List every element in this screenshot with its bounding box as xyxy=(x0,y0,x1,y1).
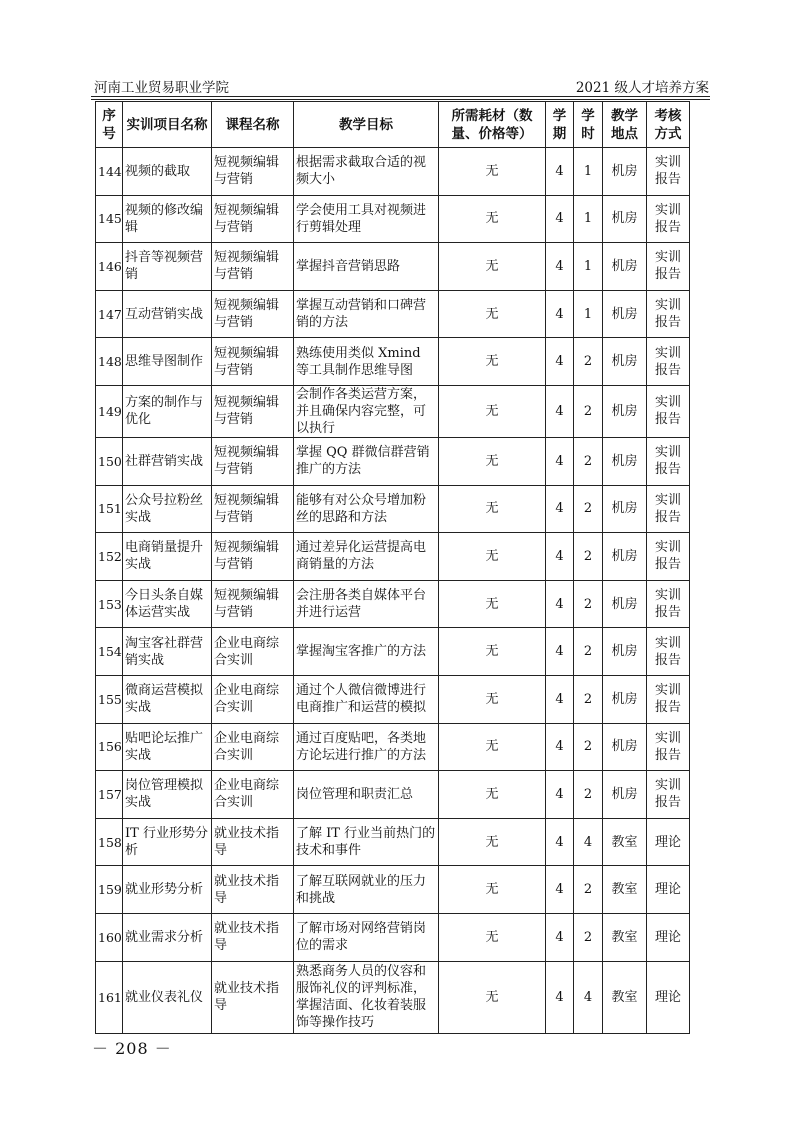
col-header-goal: 教学目标 xyxy=(294,102,439,148)
cell-place: 机房 xyxy=(603,533,647,581)
cell-place: 机房 xyxy=(603,675,647,723)
cell-assess: 实训报告 xyxy=(647,385,690,437)
cell-project: 互动营销实战 xyxy=(123,290,212,338)
cell-term: 4 xyxy=(546,437,574,485)
table-row xyxy=(96,437,690,485)
cell-goal: 了解市场对网络营销岗位的需求 xyxy=(294,913,439,961)
cell-hours: 1 xyxy=(574,148,603,196)
cell-course: 就业技术指导 xyxy=(212,818,294,866)
cell-assess: 实训报告 xyxy=(647,148,690,196)
cell-hours: 4 xyxy=(574,818,603,866)
cell-assess: 实训报告 xyxy=(647,485,690,533)
table-row xyxy=(96,961,690,1033)
cell-assess: 实训报告 xyxy=(647,290,690,338)
table-row xyxy=(96,866,690,914)
cell-goal: 掌握互动营销和口碑营销的方法 xyxy=(294,290,439,338)
cell-goal: 掌握 QQ 群微信群营销推广的方法 xyxy=(294,437,439,485)
table-row xyxy=(96,675,690,723)
cell-goal: 熟练使用类似 Xmind 等工具制作思维导图 xyxy=(294,338,439,386)
cell-term: 4 xyxy=(546,628,574,676)
cell-place: 机房 xyxy=(603,485,647,533)
cell-project: 岗位管理模拟实战 xyxy=(123,771,212,819)
col-header-assess: 考核方式 xyxy=(647,102,690,148)
cell-place: 教室 xyxy=(603,866,647,914)
header-rule-thick xyxy=(91,96,710,97)
cell-hours: 2 xyxy=(574,437,603,485)
cell-materials: 无 xyxy=(439,961,546,1033)
table-row xyxy=(96,913,690,961)
cell-course: 短视频编辑与营销 xyxy=(212,580,294,628)
cell-project: 贴吧论坛推广实战 xyxy=(123,723,212,771)
cell-goal: 会注册各类自媒体平台并进行运营 xyxy=(294,580,439,628)
cell-project: 就业仪表礼仪 xyxy=(123,961,212,1033)
cell-goal: 通过差异化运营提高电商销量的方法 xyxy=(294,533,439,581)
cell-place: 机房 xyxy=(603,628,647,676)
cell-hours: 1 xyxy=(574,195,603,243)
cell-goal: 了解 IT 行业当前热门的技术和事件 xyxy=(294,818,439,866)
cell-goal: 通过百度贴吧，各类地方论坛进行推广的方法 xyxy=(294,723,439,771)
cell-assess: 实训报告 xyxy=(647,243,690,291)
cell-num: 157 xyxy=(96,771,123,819)
cell-place: 机房 xyxy=(603,290,647,338)
cell-hours: 2 xyxy=(574,533,603,581)
cell-hours: 2 xyxy=(574,723,603,771)
cell-materials: 无 xyxy=(439,723,546,771)
cell-num: 148 xyxy=(96,338,123,386)
cell-materials: 无 xyxy=(439,385,546,437)
cell-project: 今日头条自媒体运营实战 xyxy=(123,580,212,628)
cell-assess: 实训报告 xyxy=(647,195,690,243)
table-row xyxy=(96,385,690,437)
cell-term: 4 xyxy=(546,675,574,723)
cell-project: 社群营销实战 xyxy=(123,437,212,485)
cell-materials: 无 xyxy=(439,243,546,291)
cell-materials: 无 xyxy=(439,338,546,386)
cell-hours: 2 xyxy=(574,580,603,628)
header-school-name: 河南工业贸易职业学院 xyxy=(94,80,229,96)
cell-term: 4 xyxy=(546,385,574,437)
cell-assess: 理论 xyxy=(647,913,690,961)
cell-goal: 岗位管理和职责汇总 xyxy=(294,771,439,819)
cell-assess: 实训报告 xyxy=(647,771,690,819)
header-rule-thin xyxy=(91,99,710,100)
cell-assess: 实训报告 xyxy=(647,628,690,676)
cell-place: 机房 xyxy=(603,723,647,771)
table-row xyxy=(96,485,690,533)
cell-assess: 实训报告 xyxy=(647,437,690,485)
cell-hours: 2 xyxy=(574,771,603,819)
cell-term: 4 xyxy=(546,866,574,914)
cell-project: 就业形势分析 xyxy=(123,866,212,914)
cell-hours: 1 xyxy=(574,243,603,291)
cell-assess: 实训报告 xyxy=(647,338,690,386)
cell-term: 4 xyxy=(546,290,574,338)
page-number: － 208 － xyxy=(92,1039,172,1058)
table-row xyxy=(96,580,690,628)
cell-course: 企业电商综合实训 xyxy=(212,675,294,723)
cell-goal: 掌握淘宝客推广的方法 xyxy=(294,628,439,676)
table-row xyxy=(96,533,690,581)
cell-num: 150 xyxy=(96,437,123,485)
cell-place: 机房 xyxy=(603,338,647,386)
cell-hours: 4 xyxy=(574,961,603,1033)
cell-goal: 能够有对公众号增加粉丝的思路和方法 xyxy=(294,485,439,533)
cell-course: 短视频编辑与营销 xyxy=(212,243,294,291)
cell-assess: 理论 xyxy=(647,866,690,914)
cell-hours: 2 xyxy=(574,866,603,914)
cell-hours: 2 xyxy=(574,385,603,437)
cell-place: 机房 xyxy=(603,195,647,243)
col-header-term: 学期 xyxy=(546,102,574,148)
cell-num: 158 xyxy=(96,818,123,866)
col-header-project: 实训项目名称 xyxy=(123,102,212,148)
cell-materials: 无 xyxy=(439,148,546,196)
cell-materials: 无 xyxy=(439,580,546,628)
table-row xyxy=(96,243,690,291)
cell-course: 就业技术指导 xyxy=(212,961,294,1033)
cell-term: 4 xyxy=(546,533,574,581)
cell-place: 机房 xyxy=(603,771,647,819)
cell-assess: 实训报告 xyxy=(647,580,690,628)
cell-place: 教室 xyxy=(603,961,647,1033)
cell-project: 就业需求分析 xyxy=(123,913,212,961)
cell-num: 147 xyxy=(96,290,123,338)
cell-num: 152 xyxy=(96,533,123,581)
table-row xyxy=(96,290,690,338)
cell-hours: 2 xyxy=(574,675,603,723)
cell-num: 154 xyxy=(96,628,123,676)
cell-goal: 了解互联网就业的压力和挑战 xyxy=(294,866,439,914)
cell-course: 企业电商综合实训 xyxy=(212,771,294,819)
cell-term: 4 xyxy=(546,580,574,628)
col-header-course: 课程名称 xyxy=(212,102,294,148)
cell-num: 149 xyxy=(96,385,123,437)
cell-hours: 1 xyxy=(574,290,603,338)
cell-assess: 理论 xyxy=(647,961,690,1033)
cell-num: 155 xyxy=(96,675,123,723)
cell-project: 淘宝客社群营销实战 xyxy=(123,628,212,676)
cell-course: 短视频编辑与营销 xyxy=(212,485,294,533)
table-row xyxy=(96,148,690,196)
cell-project: 微商运营模拟实战 xyxy=(123,675,212,723)
table-row xyxy=(96,771,690,819)
cell-materials: 无 xyxy=(439,913,546,961)
cell-term: 4 xyxy=(546,485,574,533)
cell-num: 151 xyxy=(96,485,123,533)
cell-num: 160 xyxy=(96,913,123,961)
cell-place: 机房 xyxy=(603,243,647,291)
table-header-row xyxy=(96,102,690,148)
cell-project: 方案的制作与优化 xyxy=(123,385,212,437)
cell-course: 短视频编辑与营销 xyxy=(212,338,294,386)
cell-goal: 学会使用工具对视频进行剪辑处理 xyxy=(294,195,439,243)
cell-num: 146 xyxy=(96,243,123,291)
cell-num: 161 xyxy=(96,961,123,1033)
cell-course: 短视频编辑与营销 xyxy=(212,385,294,437)
cell-term: 4 xyxy=(546,338,574,386)
cell-assess: 实训报告 xyxy=(647,723,690,771)
table-row xyxy=(96,723,690,771)
cell-project: IT 行业形势分析 xyxy=(123,818,212,866)
cell-hours: 2 xyxy=(574,485,603,533)
cell-place: 机房 xyxy=(603,148,647,196)
cell-course: 就业技术指导 xyxy=(212,866,294,914)
cell-goal: 会制作各类运营方案，并且确保内容完整，可以执行 xyxy=(294,385,439,437)
cell-num: 156 xyxy=(96,723,123,771)
cell-project: 视频的修改编辑 xyxy=(123,195,212,243)
table-row xyxy=(96,338,690,386)
cell-hours: 2 xyxy=(574,338,603,386)
cell-place: 教室 xyxy=(603,913,647,961)
cell-materials: 无 xyxy=(439,818,546,866)
header-plan-title: 2021 级人才培养方案 xyxy=(575,80,709,96)
cell-term: 4 xyxy=(546,961,574,1033)
cell-project: 电商销量提升实战 xyxy=(123,533,212,581)
cell-assess: 实训报告 xyxy=(647,533,690,581)
cell-term: 4 xyxy=(546,243,574,291)
table-row xyxy=(96,195,690,243)
cell-project: 思维导图制作 xyxy=(123,338,212,386)
cell-materials: 无 xyxy=(439,533,546,581)
cell-hours: 2 xyxy=(574,628,603,676)
cell-term: 4 xyxy=(546,148,574,196)
table-row xyxy=(96,818,690,866)
cell-materials: 无 xyxy=(439,628,546,676)
cell-materials: 无 xyxy=(439,195,546,243)
col-header-materials: 所需耗材（数量、价格等） xyxy=(439,102,546,148)
cell-goal: 根据需求截取合适的视频大小 xyxy=(294,148,439,196)
cell-goal: 通过个人微信微博进行电商推广和运营的模拟 xyxy=(294,675,439,723)
cell-course: 短视频编辑与营销 xyxy=(212,290,294,338)
cell-goal: 掌握抖音营销思路 xyxy=(294,243,439,291)
cell-num: 153 xyxy=(96,580,123,628)
cell-project: 公众号拉粉丝实战 xyxy=(123,485,212,533)
cell-num: 159 xyxy=(96,866,123,914)
cell-place: 机房 xyxy=(603,580,647,628)
cell-course: 企业电商综合实训 xyxy=(212,723,294,771)
cell-term: 4 xyxy=(546,195,574,243)
cell-materials: 无 xyxy=(439,290,546,338)
cell-term: 4 xyxy=(546,771,574,819)
cell-course: 就业技术指导 xyxy=(212,913,294,961)
cell-materials: 无 xyxy=(439,771,546,819)
cell-place: 机房 xyxy=(603,385,647,437)
cell-materials: 无 xyxy=(439,866,546,914)
training-table xyxy=(95,101,690,1034)
cell-num: 144 xyxy=(96,148,123,196)
cell-place: 教室 xyxy=(603,818,647,866)
cell-goal: 熟悉商务人员的仪容和服饰礼仪的评判标准，掌握洁面、化妆着装服饰等操作技巧 xyxy=(294,961,439,1033)
cell-course: 短视频编辑与营销 xyxy=(212,437,294,485)
table-row xyxy=(96,628,690,676)
cell-materials: 无 xyxy=(439,437,546,485)
cell-term: 4 xyxy=(546,913,574,961)
cell-materials: 无 xyxy=(439,675,546,723)
cell-course: 短视频编辑与营销 xyxy=(212,195,294,243)
cell-materials: 无 xyxy=(439,485,546,533)
cell-project: 视频的截取 xyxy=(123,148,212,196)
cell-assess: 理论 xyxy=(647,818,690,866)
cell-course: 短视频编辑与营销 xyxy=(212,148,294,196)
cell-assess: 实训报告 xyxy=(647,675,690,723)
cell-course: 企业电商综合实训 xyxy=(212,628,294,676)
col-header-place: 教学地点 xyxy=(603,102,647,148)
cell-project: 抖音等视频营销 xyxy=(123,243,212,291)
cell-hours: 2 xyxy=(574,913,603,961)
col-header-hours: 学时 xyxy=(574,102,603,148)
col-header-seq: 序号 xyxy=(96,102,123,148)
cell-term: 4 xyxy=(546,723,574,771)
cell-num: 145 xyxy=(96,195,123,243)
cell-course: 短视频编辑与营销 xyxy=(212,533,294,581)
cell-place: 机房 xyxy=(603,437,647,485)
cell-term: 4 xyxy=(546,818,574,866)
